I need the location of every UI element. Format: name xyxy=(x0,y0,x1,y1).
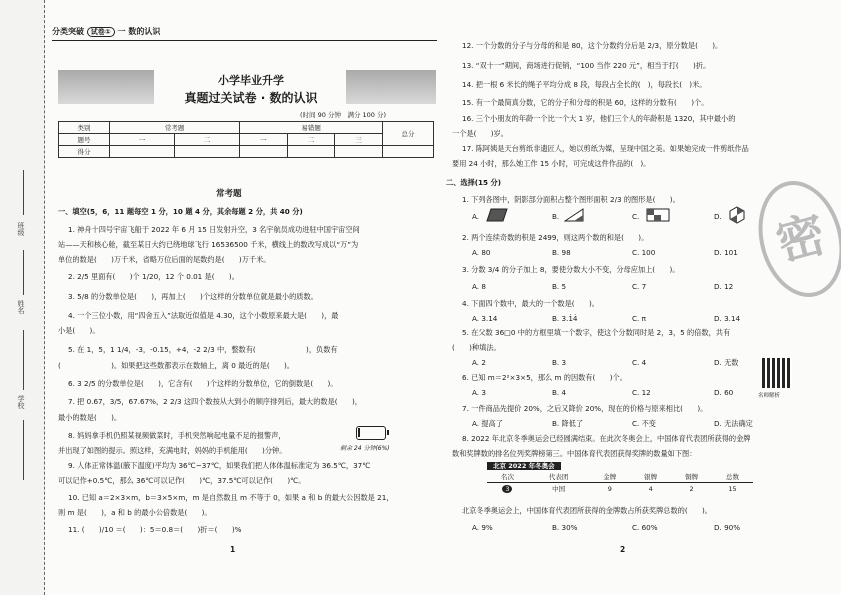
option[interactable]: A. 2 xyxy=(472,358,486,367)
option[interactable]: C. π xyxy=(632,314,646,323)
binding-line xyxy=(23,250,24,295)
score-cell: 一 xyxy=(240,134,288,146)
question-line: 9. 人体正常体温(腋下温度)平均为 36℃~37℃，如果我们把人体体温标准定为 36.5℃，37℃ xyxy=(68,461,371,470)
rank-badge: 3 xyxy=(502,485,512,493)
medal-cell: 9 xyxy=(607,484,612,493)
choice-3: 3. 分数 3/4 的分子加上 8，要使分数大小不变，分母应加上( )。 xyxy=(462,265,680,274)
score-cell: 二 xyxy=(287,134,335,146)
question-line: 8. 2022 年北京冬季奥运会已经圆满结束。在此次冬奥会上，中国体育代表团所获得的金牌 xyxy=(462,434,751,443)
score-cell: 易错题 xyxy=(240,122,383,134)
confidential-stamp: 密 xyxy=(746,171,841,306)
score-cell: 类别 xyxy=(59,122,110,134)
page-2 xyxy=(446,0,832,595)
question-line: 小是( )。 xyxy=(58,326,100,335)
question-line: 5. 在 1，5，1 1/4，-3，-0.15，+4，-2 2/3 中，整数有( )，负数有 xyxy=(68,345,338,354)
medal-header: 金牌 xyxy=(603,473,617,481)
question-line: 8. 妈妈拿手机仍照某视频做菜时，手机突然响起电量不足的报警声， xyxy=(68,431,286,440)
option[interactable]: B. 30% xyxy=(552,523,578,532)
question-line: 17. 陈阿姨是天台剪纸非遗匠人，她以剪纸为媒，呈现中国之美。如果她完成一件剪纸作品 xyxy=(462,144,749,153)
option[interactable]: D. 无法确定 xyxy=(714,419,753,428)
question-2: 2. 2/5 里面有( )个 1/20，12 个 0.01 是( )。 xyxy=(68,272,239,281)
page-number: 1 xyxy=(230,545,236,554)
choice-7: 7. 一件商品先提价 20%，之后又降价 20%，现在的价格与原来相比( )。 xyxy=(462,404,708,413)
option[interactable]: D. 无数 xyxy=(714,358,739,367)
question-line: 可以记作+0.5℃，那么 36℃可以记作( )℃，37.5℃可以记作( )℃。 xyxy=(58,476,306,485)
score-cell: 二 xyxy=(175,134,240,146)
option[interactable]: A. 8 xyxy=(472,282,486,291)
option[interactable]: A. 3.14 xyxy=(472,314,498,323)
qr-caption: 名师解析 xyxy=(758,393,781,399)
option[interactable]: D. xyxy=(714,212,722,221)
option[interactable]: D. 60 xyxy=(714,388,734,397)
page-number: 2 xyxy=(620,545,626,554)
question-line: 单位的数是( )万千米，省略万位后面的尾数约是( )万千米。 xyxy=(58,255,271,264)
battery-caption: 剩余 24 分钟(6%) xyxy=(340,445,390,452)
choice-8-question: 北京冬季奥运会上，中国体育代表团所获得的金牌数占所获奖牌总数的( )。 xyxy=(462,506,712,515)
option[interactable]: B. xyxy=(552,212,560,221)
header-series: 分类突破 xyxy=(52,27,84,36)
option[interactable]: D. 3.14 xyxy=(714,314,741,323)
option[interactable]: C. 100 xyxy=(632,248,656,257)
question-line: 数和奖牌数的排名位列奖牌榜第三。中国体育代表团获得奖牌的数量如下图： xyxy=(452,449,697,458)
question-line: 4. 一个三位小数，用“四舍五入”法取近似值是 4.30，这个小数原来最大是( )，最 xyxy=(68,311,339,320)
exam-title-line2: 真题过关试卷 · 数的认识 xyxy=(184,91,318,105)
exam-title-line1: 小学毕业升学 xyxy=(218,74,284,87)
question-line: 一个是( )岁。 xyxy=(452,129,508,138)
option[interactable]: D. 90% xyxy=(714,523,741,532)
medal-header: 名次 xyxy=(500,473,514,481)
medal-cell: 中国 xyxy=(552,485,566,493)
binding-line xyxy=(23,170,24,215)
medal-cell: 15 xyxy=(728,484,737,493)
question-15: 15. 有一个最简真分数，它的分子和分母的积是 60，这样的分数有( )个。 xyxy=(462,98,709,107)
page-1 xyxy=(52,0,444,595)
question-14: 14. 把一根 6 米长的绳子平均分成 8 段，每段占全长的( )，每段长( )米。 xyxy=(462,80,707,89)
option[interactable]: A. 9% xyxy=(472,523,493,532)
option[interactable]: B. 4 xyxy=(552,388,567,397)
medal-table xyxy=(487,460,753,494)
question-3: 3. 5/8 的分数单位是( )，再加上( )个这样的分数单位就是最小的质数。 xyxy=(68,292,318,301)
binding-label-school: 学校 xyxy=(17,395,25,409)
score-cell: 一 xyxy=(110,134,175,146)
hexagon-figure xyxy=(728,206,746,224)
option[interactable]: C. 12 xyxy=(632,388,651,397)
score-cell: 总分 xyxy=(383,122,434,146)
rectangle-figure xyxy=(646,208,670,222)
header-badge: 试卷① xyxy=(87,27,115,37)
question-line: 则 m 是( )，a 和 b 的最小公倍数是( )。 xyxy=(58,508,212,517)
question-line: ( )种填法。 xyxy=(452,343,501,352)
triangle-figure xyxy=(564,208,584,222)
option[interactable]: A. 80 xyxy=(472,248,491,257)
part2-heading: 二、选择(15 分) xyxy=(446,178,502,187)
score-cell: 得分 xyxy=(59,146,110,158)
question-line: 最小的数是( )。 xyxy=(58,413,122,422)
option[interactable]: A. 提高了 xyxy=(472,419,503,428)
qr-code[interactable] xyxy=(762,358,792,388)
option[interactable]: B. 3 xyxy=(552,358,567,367)
part1-heading: 一、填空(5，6，11 题每空 1 分，10 题 4 分，其余每题 2 分，共 40 分) xyxy=(58,207,303,216)
header-topic: 一 数的认识 xyxy=(117,27,161,36)
option[interactable]: C. 60% xyxy=(632,523,658,532)
medal-header: 代表团 xyxy=(548,473,569,481)
medal-table-title: 北京 2022 年冬奥会 xyxy=(487,462,561,470)
question-12: 12. 一个分数的分子与分母的和是 80，这个分数约分后是 2/3，原分数是( )。 xyxy=(462,41,723,50)
binding-label-name: 姓名 xyxy=(17,300,25,314)
question-line: 站——天和核心舱，截至某日大约已绕地球飞行 16536500 千米，横线上的数改写成以“万”为 xyxy=(58,240,359,249)
question-line: 16. 三个小朋友的年龄一个比一个大 1 岁，他们三个人的年龄积是 1320，其中最小的 xyxy=(462,114,736,123)
score-cell: 三 xyxy=(335,134,383,146)
binding-label-class: 班级 xyxy=(17,222,25,236)
medal-header: 铜牌 xyxy=(685,473,699,481)
choice-4: 4. 下面四个数中，最大的一个数是( )。 xyxy=(462,299,599,308)
question-6: 6. 3 2/5 的分数单位是( )，它含有( )个这样的分数单位，它的倒数是( )。 xyxy=(68,379,338,388)
option[interactable]: C. 4 xyxy=(632,358,647,367)
medal-cell: 4 xyxy=(648,484,653,493)
question-11: 11. ( )/10 ＝( )：5＝0.8＝( )折＝( )% xyxy=(68,525,242,534)
option[interactable]: A. xyxy=(472,212,480,221)
option[interactable]: C. xyxy=(632,212,640,221)
option[interactable]: C. 7 xyxy=(632,282,647,291)
medal-header: 银牌 xyxy=(644,473,658,481)
question-line: 1. 神舟十四号宇宙飞船于 2022 年 6 月 15 日发射升空，3 名宇航员成功进驻中国宇宙空间 xyxy=(68,225,360,234)
binding-line xyxy=(23,330,24,390)
question-line: 7. 把 0.67，3/5，67.67%，2 2/3 这四个数按从大到小的顺序排列后，最大的数是( )， xyxy=(68,397,362,406)
question-line: 要用 24 小时，那么她工作 15 小时，可完成这件作品的( )。 xyxy=(452,159,651,168)
medal-header: 总数 xyxy=(726,473,740,481)
question-line: 5. 在父数 36□0 中的方框里填一个数字，使这个分数同时是 2，3，5 的倍数，共有 xyxy=(462,328,731,337)
option[interactable]: C. 不变 xyxy=(632,419,656,428)
choice-6: 6. 已知 m＝2²×3×5，那么 m 的因数有( )个。 xyxy=(462,373,627,382)
option[interactable]: B. 3.1̇4̇ xyxy=(552,314,578,323)
question-line: ( )。如果把这些数都表示在数轴上，离 0 最近的是( )。 xyxy=(58,361,294,370)
choice-1: 1. 下列各图中，阴影部分面积占整个图形面积 2/3 的图形是( )。 xyxy=(462,195,680,204)
option[interactable]: A. 3 xyxy=(472,388,486,397)
choice-2: 2. 两个连续奇数的积是 2499，则这两个数的和是( )。 xyxy=(462,233,649,242)
question-13: 13. “双十一”期间，商场进行促销，“100 当作 220 元”，相当于打( )折。 xyxy=(462,61,711,70)
question-line: 并出现了如图的提示。照这样，充满电时，妈妈的手机能用( )分钟。 xyxy=(58,446,287,455)
option[interactable]: B. 5 xyxy=(552,282,567,291)
option[interactable]: B. 降低了 xyxy=(552,419,584,428)
score-cell: 常考题 xyxy=(110,122,240,134)
option[interactable]: D. 12 xyxy=(714,282,734,291)
option[interactable]: D. 101 xyxy=(714,248,738,257)
question-line: 10. 已知 a＝2×3×m，b＝3×5×m，m 是自然数且 m 不等于 0，如果 a 和 b 的最大公因数是 21， xyxy=(68,493,394,502)
parallelogram-figure xyxy=(486,208,508,222)
section-title: 常考题 xyxy=(216,189,242,199)
battery-icon xyxy=(356,426,386,440)
score-cell: 题号 xyxy=(59,134,110,146)
binding-line xyxy=(23,420,24,480)
medal-cell: 2 xyxy=(689,484,694,493)
binding-margin xyxy=(0,0,45,595)
time-info: (时间 90 分钟 满分 100 分) xyxy=(300,111,387,119)
option[interactable]: B. 98 xyxy=(552,248,571,257)
